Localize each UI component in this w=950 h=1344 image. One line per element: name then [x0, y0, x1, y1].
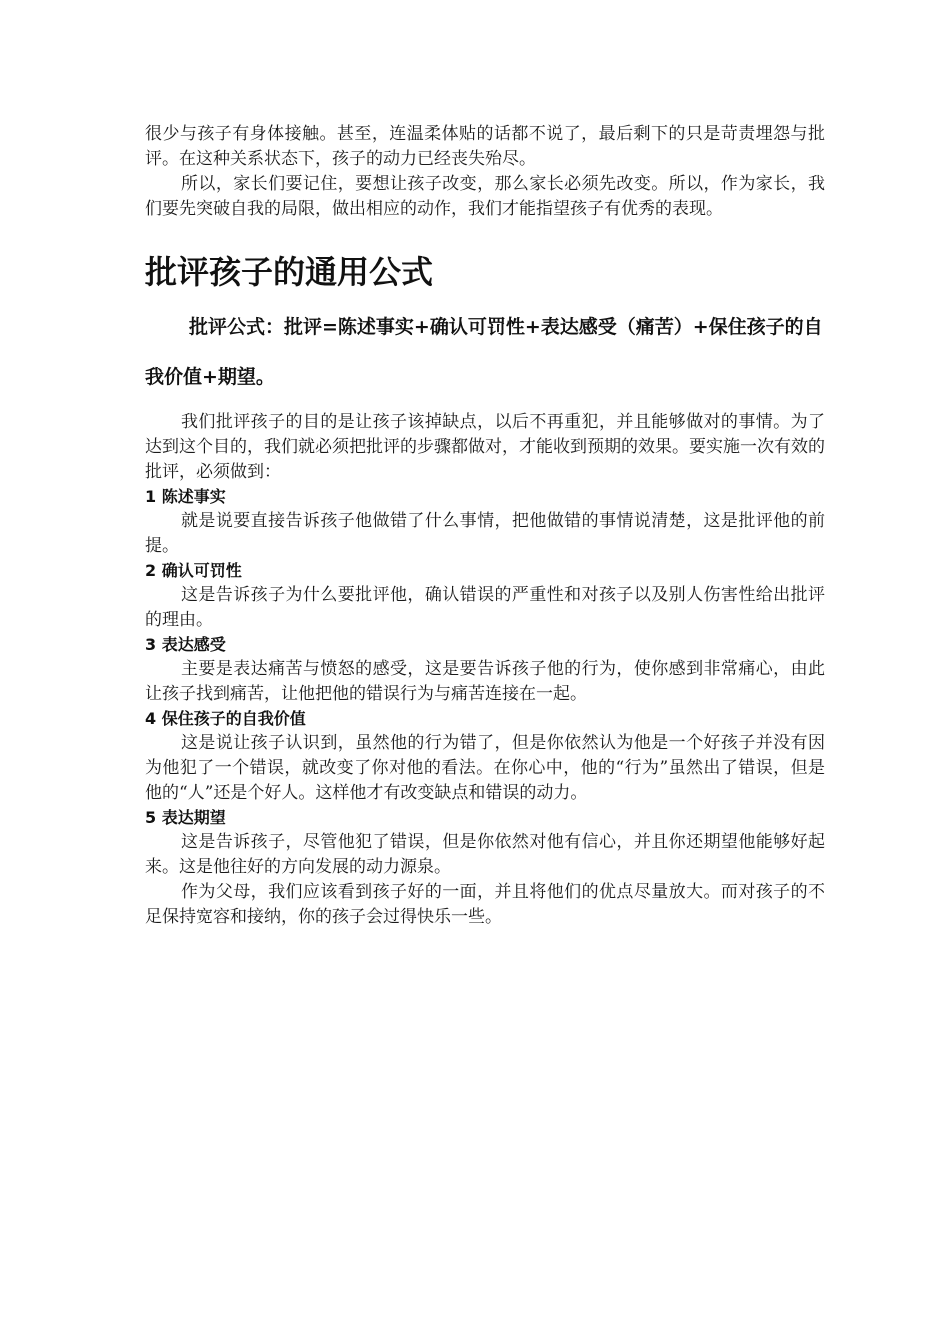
step-body: 这是说让孩子认识到，虽然他的行为错了，但是你依然认为他是一个好孩子并没有因为他犯了一个错误，就改变了你对他的看法。在你心中，他的“行为”虽然出了错误，但是他的“人”还是个好人。这样他才有改变缺点和错误的动力。 [145, 733, 825, 803]
step-title: 3 表达感受 [145, 635, 226, 654]
intro-paragraph-2: 所以，家长们要记住，要想让孩子改变，那么家长必须先改变。所以，作为家长，我们要先突破自我的局限，做出相应的动作，我们才能指望孩子有优秀的表现。 [145, 174, 825, 219]
step-5 [145, 806, 825, 880]
step-2 [145, 559, 825, 633]
purpose-paragraph: 我们批评孩子的目的是让孩子该掉缺点，以后不再重犯，并且能够做对的事情。为了达到这个目的，我们就必须把批评的步骤都做对，才能收到预期的效果。要实施一次有效的批评，必须做到： [145, 412, 825, 482]
step-body: 这是告诉孩子为什么要批评他，确认错误的严重性和对孩子以及别人伤害性给出批评的理由。 [145, 585, 825, 630]
step-title: 1 陈述事实 [145, 487, 226, 506]
document-page [145, 122, 825, 930]
step-title: 2 确认可罚性 [145, 561, 242, 580]
step-title: 4 保住孩子的自我价值 [145, 709, 306, 728]
step-title: 5 表达期望 [145, 808, 226, 827]
step-4 [145, 707, 825, 806]
intro-paragraph-1: 很少与孩子有身体接触。甚至，连温柔体贴的话都不说了，最后剩下的只是苛责埋怨与批评。在这种关系状态下，孩子的动力已经丧失殆尽。 [145, 124, 825, 169]
step-1 [145, 485, 825, 559]
closing-paragraph: 作为父母，我们应该看到孩子好的一面，并且将他们的优点尽量放大。而对孩子的不足保持宽容和接纳，你的孩子会过得快乐一些。 [145, 882, 825, 927]
step-body: 这是告诉孩子，尽管他犯了错误，但是你依然对他有信心，并且你还期望他能够好起来。这是他往好的方向发展的动力源泉。 [145, 832, 825, 877]
step-3 [145, 633, 825, 707]
section-title: 批评孩子的通用公式 [145, 253, 434, 291]
step-body: 就是说要直接告诉孩子他做错了什么事情，把他做错的事情说清楚，这是批评他的前提。 [145, 511, 825, 556]
step-body: 主要是表达痛苦与愤怒的感受，这是要告诉孩子他的行为，使你感到非常痛心，由此让孩子找到痛苦，让他把他的错误行为与痛苦连接在一起。 [145, 659, 825, 704]
criticism-formula: 批评公式：批评=陈述事实+确认可罚性+表达感受（痛苦）+保住孩子的自我价值+期望。 [145, 316, 823, 388]
